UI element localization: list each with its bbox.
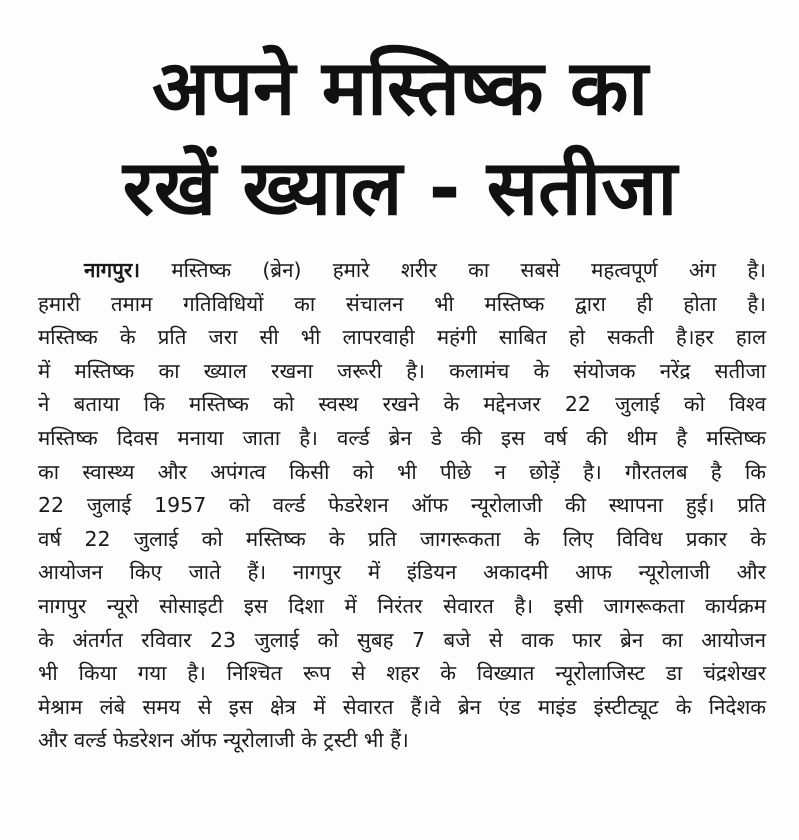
article-line: का स्वास्थ्य और अपंगत्व किसी को भी पीछे न छोड़ें है। गौरतलब है कि <box>38 459 766 484</box>
article-line: और वर्ल्ड फेडरेशन ऑफ न्यूरोलाजी के ट्रस्टी भी हैं। <box>38 728 409 753</box>
headline-line-2: रखें ख्याल - सतीजा <box>122 143 678 232</box>
article-line: के अंतर्गत रविवार 23 जुलाई को सुबह 7 बजे से वाक फार ब्रेन का आयोजन <box>38 627 766 652</box>
headline-line-1: अपने मस्तिष्क का <box>151 43 649 132</box>
article-line: मस्तिष्क के प्रति जरा सी भी लापरवाही महंगी साबित हो सकती है।हर हाल <box>38 325 766 350</box>
article-line: 22 जुलाई 1957 को वर्ल्ड फेडरेशन ऑफ न्यूरोलाजी की स्थापना हुई। प्रति <box>38 493 766 518</box>
article-line: मेश्राम लंबे समय से इस क्षेत्र में सेवारत हैं।वे ब्रेन एंड माइंड इंस्टीट्यूट के निदेशक <box>38 694 766 719</box>
article-line: आयोजन किए जाते हैं। नागपुर में इंडियन अकादमी आफ न्यूरोलाजी और <box>38 560 766 585</box>
article-line: भी किया गया है। निश्चित रूप से शहर के विख्यात न्यूरोलाजिस्ट डा चंद्रशेखर <box>38 661 766 686</box>
article-line: मस्तिष्क दिवस मनाया जाता है। वर्ल्ड ब्रेन डे की इस वर्ष की थीम है मस्तिष्क <box>38 425 766 450</box>
article-line: नागपुर न्यूरो सोसाइटी इस दिशा में निरंतर सेवारत है। इसी जागरूकता कार्यक्रम <box>38 593 766 618</box>
article-line: ने बताया कि मस्तिष्क को स्वस्थ रखने के मद्देनजर 22 जुलाई को विश्व <box>38 392 766 417</box>
article-line <box>38 254 766 288</box>
dateline: नागपुर। <box>84 258 141 282</box>
article-line-text: मस्तिष्क (ब्रेन) हमारे शरीर का सबसे महत्वपूर्ण अंग है। <box>171 258 766 282</box>
article-body <box>38 254 766 758</box>
article-line: में मस्तिष्क का ख्याल रखना जरूरी है। कलामंच के संयोजक नरेंद्र सतीजा <box>38 358 766 383</box>
article-line: हमारी तमाम गतिविधियों का संचालन भी मस्तिष्क द्वारा ही होता है। <box>38 291 766 316</box>
article-line: वर्ष 22 जुलाई को मस्तिष्क के प्रति जागरूकता के लिए विविध प्रकार के <box>38 526 766 551</box>
